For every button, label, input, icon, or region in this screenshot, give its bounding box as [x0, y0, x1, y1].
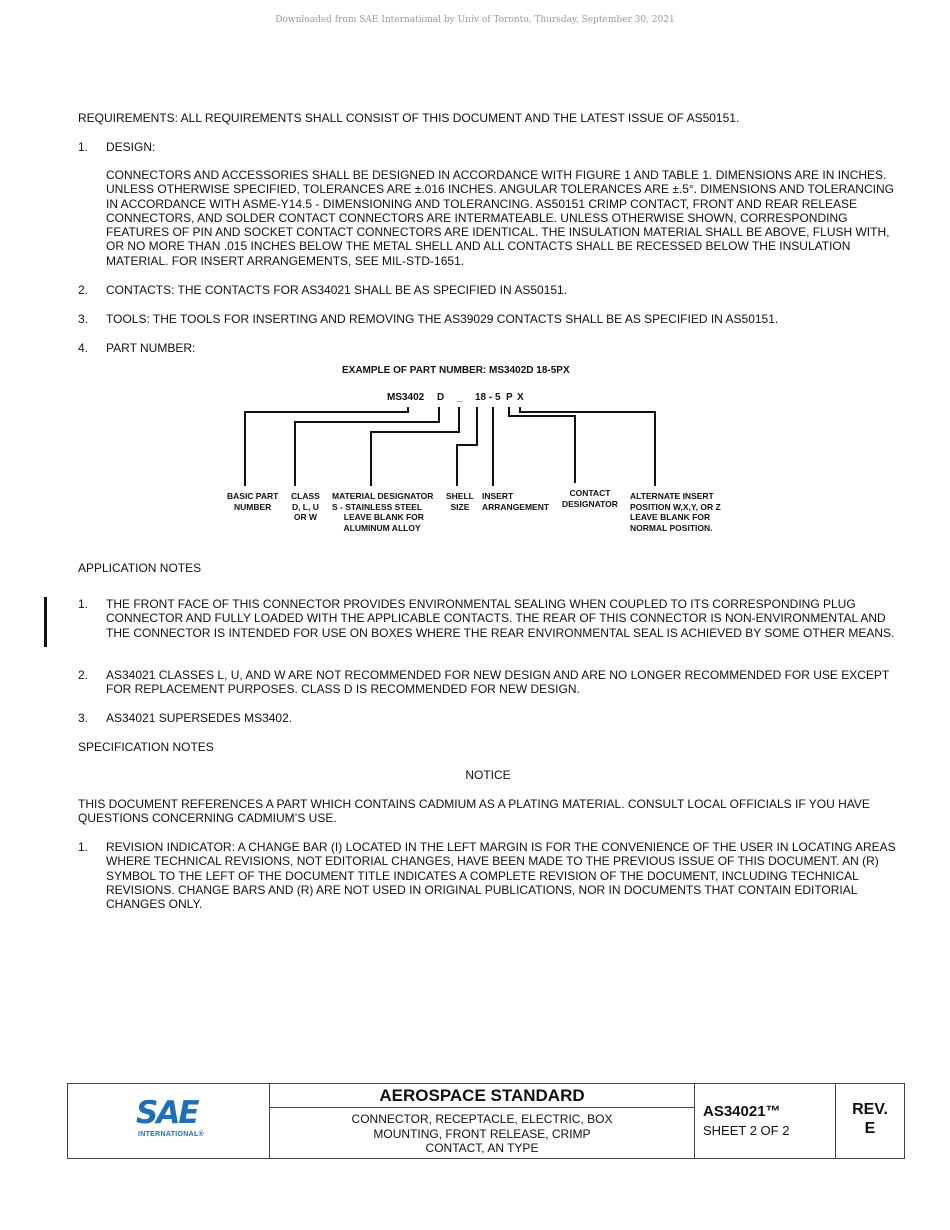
note-text: THE FRONT FACE OF THIS CONNECTOR PROVIDES ENVIRONMENTAL SEALING WHEN COUPLED TO ITS CORRESPONDING PLUG CONNECTOR AND FULLY LOADED WITH THE APPLICABLE CONTACTS. THE REAR OF THIS CONNECTOR IS NON-ENVIRONMENTAL AND THE CONNECTOR IS INTENDED FOR USE ON BOXES WHERE THE REAR ENVIRONMENTAL SEAL IS ACHIEVED BY SOME OTHER MEANS. [106, 597, 895, 640]
design-text: CONNECTORS AND ACCESSORIES SHALL BE DESIGNED IN ACCORDANCE WITH FIGURE 1 AND TABLE 1. DIMENSIONS ARE IN INCHES. UNLESS OTHERWISE SPECIFIED, TOLERANCES ARE ±.016 INCHES. ANGULAR TOLERANCES ARE ±.5°. DIMENSIONS AND TOLERANCING IN ACCORDANCE WITH ASME-Y14.5 - DIMENSIONING AND TOLERANCING. AS50151 CRIMP CONTACT, FRONT AND REAR RELEASE CONNECTORS, AND SOLDER CONTACT CONNECTORS ARE INTERMATEABLE. UNLESS OTHERWISE SHOWN, CORRESPONDING FEATURES OF PIN AND SOCKET CONTACT CONNECTORS ARE IDENTICAL. THE INSULATION MATERIAL SHALL BE ABOVE, FLUSH WITH, OR NO MORE THAN .015 INCHES BELOW THE METAL SHELL AND ALL CONTACTS SHALL BE RECESSED BELOW THE INSULATION MATERIAL. FOR INSERT ARRANGEMENTS, SEE MIL-STD-1651. [106, 168, 894, 268]
note-number: 1. [78, 840, 89, 854]
specification-notes-heading: SPECIFICATION NOTES [78, 740, 214, 754]
application-note-2 [78, 668, 898, 697]
application-notes-heading: APPLICATION NOTES [78, 561, 202, 575]
label-insert-arrangement: INSERT ARRANGEMENT [482, 491, 550, 512]
revision [836, 1100, 904, 1138]
application-note-3 [78, 711, 898, 725]
diagram-title: EXAMPLE OF PART NUMBER: MS3402D 18-5PX [342, 365, 570, 376]
section-heading: PART NUMBER: [106, 341, 196, 355]
section-design [78, 140, 898, 154]
section-text: CONTACTS: THE CONTACTS FOR AS34021 SHALL BE AS SPECIFIED IN AS50151. [106, 283, 568, 297]
part-number-diagram [225, 362, 745, 542]
section-heading: DESIGN: [106, 140, 156, 154]
leader-material [371, 407, 459, 486]
revision-label: REV. [852, 1101, 888, 1118]
logo-cell [68, 1084, 270, 1158]
design-paragraph [78, 168, 898, 268]
sae-logo-subtext: INTERNATIONAL® [138, 1131, 205, 1138]
document-number: AS34021™ [703, 1103, 781, 1120]
section-number: 1. [78, 140, 89, 154]
code-class: D [437, 392, 445, 403]
label-material-designator: MATERIAL DESIGNATOR S - STAINLESS STEEL LEAVE BLANK FOR ALUMINUM ALLOY [332, 491, 434, 533]
label-shell-size: SHELL SIZE [446, 491, 474, 512]
section-number: 4. [78, 341, 89, 355]
note-number: 2. [78, 668, 89, 682]
specification-note-1 [78, 840, 898, 911]
title-cell [270, 1084, 695, 1158]
section-contacts [78, 283, 898, 297]
code-base: MS3402 [387, 392, 425, 403]
leader-basic [245, 407, 408, 486]
label-basic-part-number: BASIC PART NUMBER [227, 491, 279, 512]
code-contact: P [506, 392, 513, 403]
note-text: REVISION INDICATOR: A CHANGE BAR (I) LOCATED IN THE LEFT MARGIN IS FOR THE CONVENIENCE OF THE USER IN LOCATING AREAS WHERE TECHNICAL REVISIONS, NOT EDITORIAL CHANGES, HAVE BEEN MADE TO THE PREVIOUS ISSUE OF THIS DOCUMENT. AN (R) SYMBOL TO THE LEFT OF THE DOCUMENT TITLE INDICATES A COMPLETE REVISION OF THE DOCUMENT, INCLUDING TECHNICAL REVISIONS. CHANGE BARS AND (R) ARE NOT USED IN ORIGINAL PUBLICATIONS, NOR IN DOCUMENTS THAT CONTAIN EDITORIAL CHANGES ONLY. [106, 840, 896, 912]
leader-alternate [520, 407, 655, 486]
standard-title: AEROSPACE STANDARD [270, 1084, 694, 1108]
sae-logo: SAE [136, 1095, 198, 1131]
revision-value: E [864, 1120, 876, 1137]
code-blank: _ [457, 392, 463, 403]
document-number-cell [695, 1084, 836, 1158]
section-text: TOOLS: THE TOOLS FOR INSERTING AND REMOVING THE AS39029 CONTACTS SHALL BE AS SPECIFIED IN AS50151. [106, 312, 779, 326]
notice-text: THIS DOCUMENT REFERENCES A PART WHICH CONTAINS CADMIUM AS A PLATING MATERIAL. CONSULT LOCAL OFFICIALS IF YOU HAVE QUESTIONS CONCERNING CADMIUM’S USE. [78, 797, 870, 826]
section-number: 2. [78, 283, 89, 297]
document-title: CONNECTOR, RECEPTACLE, ELECTRIC, BOX MOUNTING, FRONT RELEASE, CRIMP CONTACT, AN TYPE [351, 1112, 613, 1155]
notice-heading: NOTICE [465, 768, 511, 782]
change-bar [44, 597, 47, 647]
note-number: 3. [78, 711, 89, 725]
note-text: AS34021 SUPERSEDES MS3402. [106, 711, 293, 725]
label-contact-designator: CONTACT DESIGNATOR [562, 488, 618, 509]
code-alternate: X [517, 392, 524, 403]
label-class: CLASS D, L, U OR W [291, 491, 320, 522]
note-text: AS34021 CLASSES L, U, AND W ARE NOT RECOMMENDED FOR NEW DESIGN AND ARE NO LONGER RECOMMENDED FOR USE EXCEPT FOR REPLACEMENT PURPOSES. CLASS D IS RECOMMENDED FOR NEW DESIGN. [106, 668, 890, 697]
code-shell-insert: 18 - 5 [475, 392, 501, 403]
section-part-number [78, 341, 898, 355]
revision-cell [836, 1084, 904, 1158]
label-alternate-insert: ALTERNATE INSERT POSITION W,X,Y, OR Z LEAVE BLANK FOR NORMAL POSITION. [630, 491, 721, 533]
section-number: 3. [78, 312, 89, 326]
leader-contact [509, 407, 575, 483]
requirements-paragraph: REQUIREMENTS: ALL REQUIREMENTS SHALL CONSIST OF THIS DOCUMENT AND THE LATEST ISSUE OF AS50151. [78, 111, 740, 125]
section-tools [78, 312, 898, 326]
note-number: 1. [78, 597, 89, 611]
leader-class [295, 407, 439, 486]
application-note-1 [78, 597, 898, 640]
sheet-number: SHEET 2 OF 2 [703, 1123, 790, 1138]
title-block [67, 1083, 905, 1159]
download-notice: Downloaded from SAE International by Univ of Toronto, Thursday, September 30, 2021 [275, 15, 675, 25]
